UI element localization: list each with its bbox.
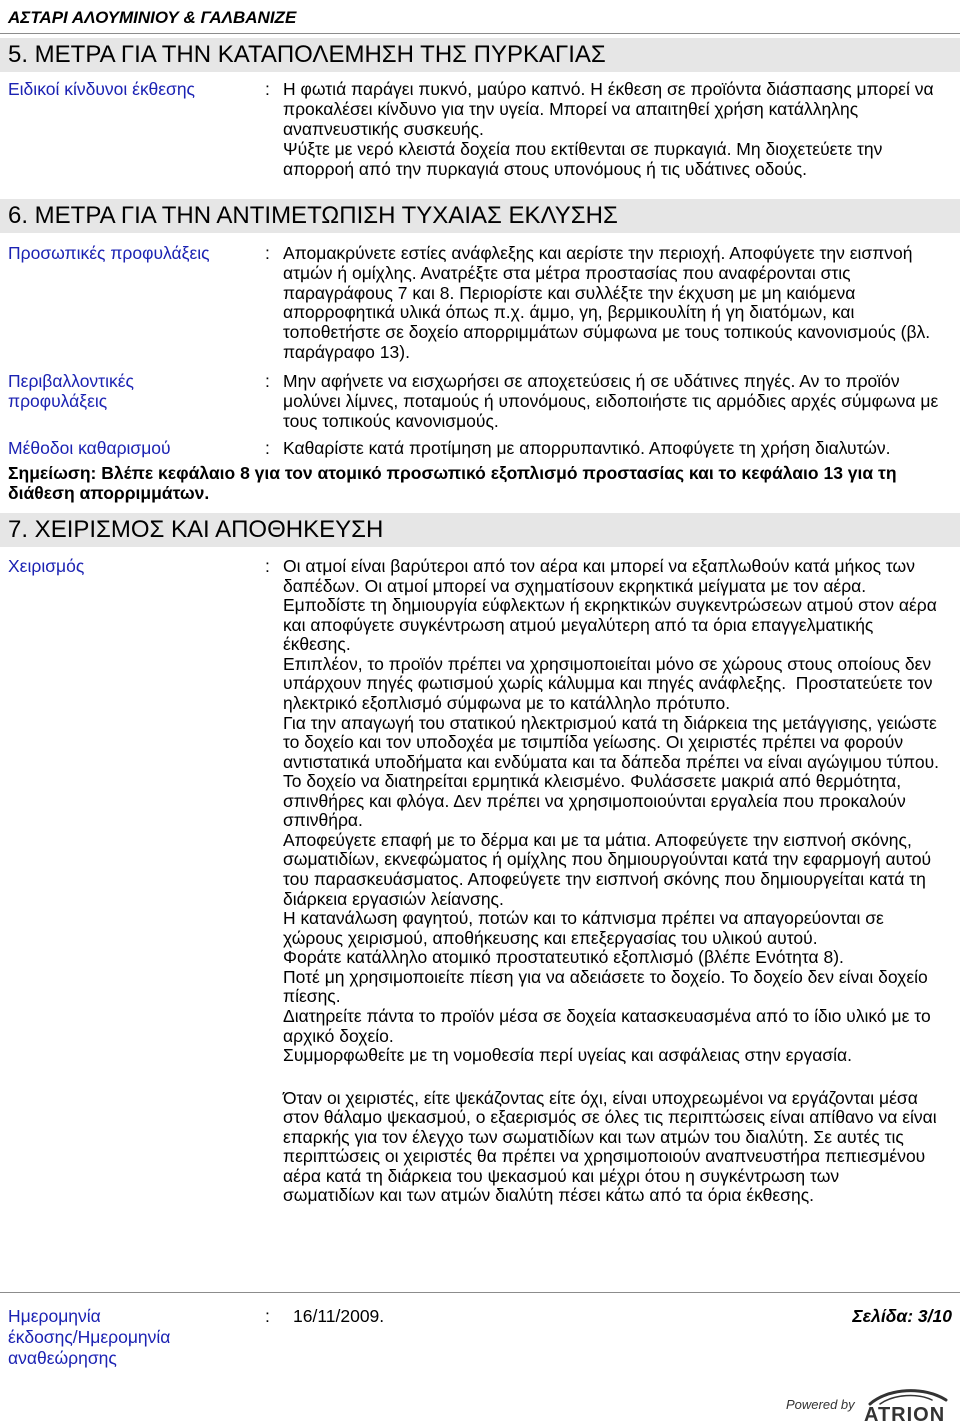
text-line: απορροή από την πυρκαγιά στους υπονόμους ή τις υδάτινες οδούς. [283,159,808,179]
text-line: ατμών ή ομίχλης. Ανατρέξτε στα μέτρα προστασίας που αναφέρονται στις [283,262,851,283]
text-line: σωματιδίων, εκνεφώματος ή ομίχλης που δημιουργούνται κατά την εφαρμογή αυτού [283,849,932,870]
label-line: Προσωπικές προφυλάξεις [8,243,210,263]
footer-rule [0,1292,960,1293]
text-line: απορροφητικά υλικά όπως π.χ. άμμο, γη, βερμικουλίτη ή γη διατόμων, και [283,302,855,323]
field-separator: : [265,556,270,576]
field-value [283,557,952,1066]
text-line: τοποθετήστε σε δοχείο απορριμμάτων σύμφωνα με τους τοπικούς κανονισμούς (βλ. [283,322,931,343]
field-value-paragraph [283,1089,952,1206]
field-value [283,79,952,179]
text-line: του παρασκευάσματος. Αποφεύγετε την εισπνοή σκόνης που δημιουργείται κατά τη [283,869,926,889]
page-number: Σελίδα: 3/10 [852,1306,952,1326]
text-line: υπάρχουν πηγές φωτισμού χωρίς κάλυμμα και πηγές ανάφλεξης. Προστατεύετε τον [283,673,933,694]
label-line: Χειρισμός [8,556,85,576]
text-line: επαρκής για τον έλεγχο των σωματιδίων και των ατμών του διαλύτη. Σε αυτές τις [283,1126,904,1147]
text-line: Όταν οι χειριστές, είτε ψεκάζοντας είτε όχι, είναι υποχρεωμένοι να εργάζονται μέσα [283,1088,918,1108]
text-line: Καθαρίστε κατά προτίμηση με απορρυπαντικό. Αποφύγετε τη χρήση διαλυτών. [283,438,891,458]
text-line: διάθεση απορριμμάτων. [8,483,210,503]
section-7-heading: 7. ΧΕΙΡΙΣΜΟΣ ΚΑΙ ΑΠΟΘΗΚΕΥΣΗ [8,516,384,543]
text-line: Μην αφήνετε να εισχωρήσει σε αποχετεύσεις ή σε υδάτινες πηγές. Αν το προϊόν [283,371,900,391]
field-label [8,557,258,577]
text-line: Οι ατμοί είναι βαρύτεροι από τον αέρα και μπορεί να εξαπλωθούν κατά μήκος των [283,556,915,576]
text-line: Ποτέ μη χρησιμοποιείτε πίεση για να αδειάσετε το δοχείο. Το δοχείο δεν είναι δοχείο [283,966,928,987]
footer-date-label [8,1306,258,1369]
label-line: προφυλάξεις [8,391,108,411]
text-line: περιπτώσεις οι χειριστές θα πρέπει να χρησιμοποιούν αναπνευστήρα πεπιεσμένου [283,1146,926,1167]
text-line: Διατηρείτε πάντα το προϊόν μέσα σε δοχεία κατασκευασμένα από το ίδιο υλικό με το [283,1005,931,1026]
field-separator: : [265,438,270,458]
footer-date-value: 16/11/2009. [293,1306,385,1326]
field-label [8,244,258,264]
text-line: Σημείωση: Βλέπε κεφάλαιο 8 για τον ατομικό προσωπικό εξοπλισμό προστασίας και το κεφάλαιο 13 για τη [8,463,897,483]
text-line: αέρα κατά τη διάρκεια του ψεκασμού και μέχρι ότου η συγκέντρωση των [283,1165,840,1186]
text-line: έκθεσης. [283,634,351,655]
field-separator: : [265,243,270,263]
text-line: Εμποδίστε τη δημιουργία εύφλεκτων ή εκρηκτικών συγκεντρώσεων ατμού στον αέρα [283,595,937,616]
text-line: σπινθήρες και φλόγα. Δεν πρέπει να χρησιμοποιούνται εργαλεία που προκαλούν [283,790,906,811]
label-line: Μέθοδοι καθαρισμού [8,438,171,458]
label-line: Περιβαλλοντικές [8,371,134,391]
text-line: Απομακρύνετε εστίες ανάφλεξης και αερίστε την περιοχή. Αποφύγετε την εισπνοή [283,243,913,263]
text-line: στον θάλαμο ψεκασμού, ο εξαερισμός σε όλες τις περιπτώσεις είναι απίθανο να είναι [283,1107,937,1128]
section-7-heading-bar [0,513,960,547]
text-line: προκαλέσει κίνδυνο για την υγεία. Μπορεί να απαιτηθεί χρήση κατάλληλης [283,99,859,119]
section-5-heading: 5. ΜΕΤΡΑ ΓΙΑ ΤΗΝ ΚΑΤΑΠΟΛΕΜΗΣΗ ΤΗΣ ΠΥΡΚΑΓΙΑΣ [8,41,606,68]
text-line: Ψύξτε με νερό κλειστά δοχεία που εκτίθενται σε πυρκαγιά. Μη διοχετεύετε την [283,139,883,159]
text-line: τους τοπικούς κανονισμούς. [283,411,499,431]
label-line: Ημερομηνία [8,1306,101,1326]
text-line: Αποφεύγετε επαφή με το δέρμα και με τα μάτια. Αποφεύγετε την εισπνοή σκόνης, [283,829,912,850]
label-line: έκδοσης/Ημερομηνία [8,1327,171,1347]
text-line: Το δοχείο να διατηρείται ερμητικά κλεισμένο. Φυλάσσετε μακριά από θερμότητα, [283,771,902,792]
text-line: Φοράτε κατάλληλο ατομικό προστατευτικό εξοπλισμό (βλέπε Ενότητα 8). [283,947,844,968]
logo-swoosh-icon [866,1386,950,1406]
text-line: σπινθήρα. [283,810,363,831]
text-line: μολύνει λίμνες, ποταμούς ή υπονόμους, ειδοποιήστε τις αρμόδιες αρχές σύμφωνα με [283,391,939,411]
header-rule [0,33,960,34]
section-5-heading-bar [0,38,960,72]
text-line: σωματιδίων και των ατμών διαλύτη πέσει κάτω από τα όρια έκθεσης. [283,1185,815,1206]
text-line: και αποφύγετε συγκέντρωση ατμού μεγαλύτερη από τα όρια επαγγελματικής [283,614,874,635]
field-label [8,371,258,411]
atrion-wordmark: ATRION [864,1404,946,1426]
footer-separator: : [265,1306,270,1326]
text-line: πίεσης. [283,986,341,1007]
label-line: αναθεώρησης [8,1348,117,1368]
section-6-heading: 6. ΜΕΤΡΑ ΓΙΑ ΤΗΝ ΑΝΤΙΜΕΤΩΠΙΣΗ ΤΥΧΑΙΑΣ ΕΚΛΥΣΗΣ [8,202,618,229]
text-line: χώρους χειρισμού, αποθήκευσης και επεξεργασίας του υλικού αυτού. [283,927,818,948]
text-line: παράγραφο 13). [283,341,410,362]
document-title: ΑΣΤΑΡΙ ΑΛΟΥΜΙΝΙΟΥ & ΓΑΛΒΑΝΙΖΕ [8,8,297,27]
field-value [283,371,952,431]
text-line: Η φωτιά παράγει πυκνό, μαύρο καπνό. Η έκθεση σε προϊόντα διάσπασης μπορεί να [283,79,934,99]
note-text [8,463,952,503]
text-line: Η κατανάλωση φαγητού, ποτών και το κάπνισμα πρέπει να απαγορεύονται σε [283,908,884,929]
field-value [283,438,952,458]
field-separator: : [265,79,270,99]
field-label [8,438,258,458]
text-line: αναπνευστικής συσκευής. [283,119,484,139]
text-line: αντιστατικά υποδήματα και ενδύματα και τα δάπεδα πρέπει να είναι αγώγιμου τύπου. [283,751,940,772]
text-line: Για την απαγωγή του στατικού ηλεκτρισμού κατά τη διάρκεια της μετάγγισης, γειώστε [283,712,937,733]
section-6-heading-bar [0,199,960,233]
field-value [283,244,952,363]
text-line: ηλεκτρικό εξοπλισμό σύμφωνα με το κατάλληλο πρότυπο. [283,692,731,713]
label-line: Ειδικοί κίνδυνοι έκθεσης [8,79,195,99]
powered-by-text: Powered by [786,1397,855,1412]
text-line: το δοχείο και τον υποδοχέα με τσιμπίδα γείωσης. Οι χειριστές πρέπει να φορούν [283,732,904,753]
text-line: διάρκεια εργασιών λείανσης. [283,888,504,909]
field-separator: : [265,371,270,391]
text-line: Επιπλέον, το προϊόν πρέπει να χρησιμοποιείται μόνο σε χώρους στους οποίους δεν [283,653,932,674]
text-line: αρχικό δοχείο. [283,1025,394,1046]
text-line: παραγράφους 7 και 8. Περιορίστε και συλλέξτε την έκχυση με μη καιόμενα [283,282,856,303]
field-label [8,79,258,99]
text-line: δαπέδων. Οι ατμοί μπορεί να σχηματίσουν εκρηκτικά μείγματα με τον αέρα. [283,575,867,596]
text-line: Συμμορφωθείτε με τη νομοθεσία περί υγείας και ασφάλειας στην εργασία. [283,1045,852,1066]
